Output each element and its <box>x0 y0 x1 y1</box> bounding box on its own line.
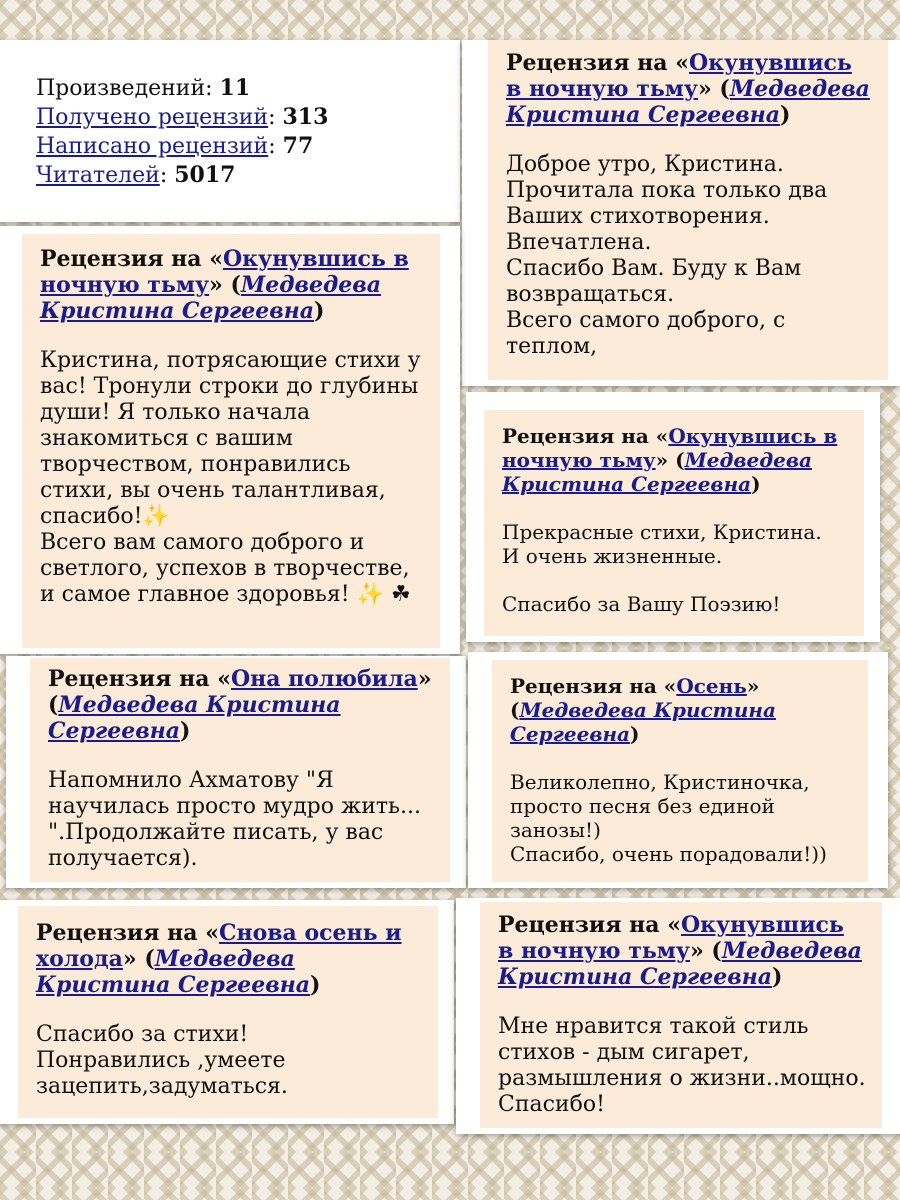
review-prefix: Рецензия на <box>502 424 649 448</box>
review-prefix: Рецензия на <box>498 912 660 938</box>
work-title-link[interactable]: Окунувшись в ночную тьму <box>40 246 409 298</box>
review-text: Мне нравится такой стиль стихов - дым сигарет, размышления о жизни..мощно. Спасибо! <box>498 1014 866 1117</box>
review-card <box>456 898 900 1134</box>
clover-icon: ✨ ☘ <box>356 582 411 607</box>
review-text: Спасибо за Вашу Поэзию! <box>502 592 781 616</box>
review-prefix: Рецензия на <box>506 50 668 76</box>
review-card <box>0 900 454 1124</box>
review-heading: Рецензия на «Снова осень и холода» (Медведева Кристина Сергеевна) <box>36 920 402 998</box>
review-prefix: Рецензия на <box>48 666 210 692</box>
author-link[interactable]: Медведева Кристина Сергеевна <box>48 692 341 744</box>
author-link[interactable]: Медведева Кристина Сергеевна <box>40 272 381 324</box>
review-content <box>484 410 864 636</box>
works-label: Произведений <box>36 76 206 101</box>
work-title-link[interactable]: Окунувшись в ночную тьму <box>506 50 852 102</box>
readers-value: 5017 <box>174 162 236 188</box>
review-text: Спасибо за стихи! Понравились ,умеете зацепить,задуматься. <box>36 1022 288 1099</box>
review-card <box>462 40 900 386</box>
review-card <box>466 392 880 642</box>
stats-works: Произведений: 11 <box>36 75 251 101</box>
review-content <box>480 902 882 1128</box>
work-title-link[interactable]: Окунувшись в ночную тьму <box>502 424 838 472</box>
review-content <box>30 658 450 882</box>
review-content <box>18 906 438 1118</box>
stats-list <box>36 74 328 190</box>
review-content <box>488 40 888 380</box>
stats-written: Написано рецензий: 77 <box>36 133 314 159</box>
review-prefix: Рецензия на <box>40 246 202 272</box>
received-value: 313 <box>282 104 329 130</box>
sparkles-icon: ✨ <box>142 504 170 529</box>
review-heading: Рецензия на «Она полюбила» (Медведева Кристина Сергеевна) <box>48 666 432 744</box>
review-text <box>40 348 424 608</box>
stats-readers: Читателей: 5017 <box>36 162 236 188</box>
review-card <box>6 656 466 888</box>
work-title-link[interactable]: Она полюбила <box>230 666 418 692</box>
works-value: 11 <box>219 75 251 101</box>
review-text: Напомнило Ахматову "Я научилась просто мудро жить... ".Продолжайте писать, у вас получается). <box>48 768 421 871</box>
review-prefix: Рецензия на <box>36 920 198 946</box>
review-text-part: Всего вам самого доброго и светлого, успехов в творчестве, и самое главное здоровья! <box>40 530 410 607</box>
stats-card <box>0 40 460 222</box>
work-title-link[interactable]: Осень <box>676 674 747 698</box>
review-text-part: Кристина, потрясающие стихи у вас! Тронули строки до глубины души! Я только начала знакомиться с вашим творчеством, понравились стихи, вы очень талантливая, спасибо! <box>40 348 421 529</box>
review-content <box>492 660 868 882</box>
review-card <box>468 652 888 888</box>
review-heading: Рецензия на «Окунувшись в ночную тьму» (Медведева Кристина Сергеевна) <box>502 424 838 496</box>
review-text: Великолепно, Кристиночка, просто песня без единой занозы!) Спасибо, очень порадовали!)) <box>510 770 827 866</box>
review-text: Доброе утро, Кристина. Прочитала пока только два Ваших стихотворения. Впечатлена. Спасибо Вам. Буду к Вам возвращаться. Всего самого доброго, с теплом, <box>506 152 828 359</box>
review-content <box>22 234 440 648</box>
author-link[interactable]: Медведева Кристина Сергеевна <box>36 946 311 998</box>
author-link[interactable]: Медведева Кристина Сергеевна <box>498 938 862 990</box>
received-reviews-link[interactable]: Получено рецензий <box>36 105 269 130</box>
review-heading: Рецензия на «Окунувшись в ночную тьму» (Медведева Кристина Сергеевна) <box>506 50 870 128</box>
written-value: 77 <box>282 133 314 159</box>
work-title-link[interactable]: Окунувшись в ночную тьму <box>498 912 844 964</box>
review-card <box>0 226 460 654</box>
review-heading: Рецензия на «Окунувшись в ночную тьму» (Медведева Кристина Сергеевна) <box>40 246 409 324</box>
review-text: Прекрасные стихи, Кристина. И очень жизненные. <box>502 520 822 568</box>
author-link[interactable]: Медведева Кристина Сергеевна <box>506 76 870 128</box>
author-link[interactable]: Медведева Кристина Сергеевна <box>510 698 776 746</box>
review-heading: Рецензия на «Окунувшись в ночную тьму» (Медведева Кристина Сергеевна) <box>498 912 862 990</box>
review-prefix: Рецензия на <box>510 674 657 698</box>
written-reviews-link[interactable]: Написано рецензий <box>36 134 269 159</box>
stats-received: Получено рецензий: 313 <box>36 104 329 130</box>
author-link[interactable]: Медведева Кристина Сергеевна <box>502 448 812 496</box>
review-heading: Рецензия на «Осень» (Медведева Кристина Сергеевна) <box>510 674 776 746</box>
work-title-link[interactable]: Снова осень и холода <box>36 920 402 972</box>
readers-link[interactable]: Читателей <box>36 163 160 188</box>
